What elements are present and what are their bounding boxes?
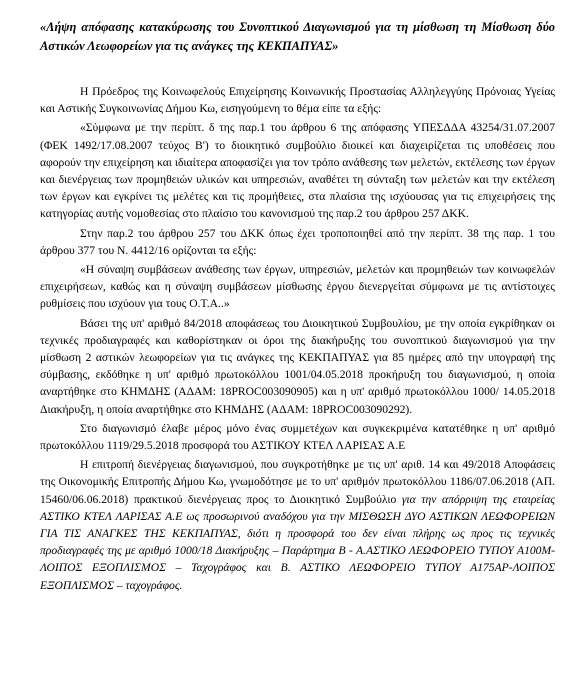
decision-84-paragraph: Βάσει της υπ' αριθμό 84/2018 αποφάσεως του Διοικητικού Συμβουλίου, με την οποία εγκρίθηκαν οι τεχνικές προδιαγραφές και καθορίστηκαν οι όροι της διακήρυξης του συνοπτικού διαγωνισμού για την μίσθωση 2 αστικών λεωφορείων για τις ανάγκες της ΚΕΚΠΑΠΥΑΣ για 85 ημέρες από την υπογραφή της σύμβασης, εκδόθηκε η υπ' αριθμό πρωτοκόλλου 1001/04.05.2018 προκήρυξη του διαγωνισμού, η οποία αναρτήθηκε στο ΚΗΜΔΗΣ (ΑΔΑΜ: 18PROC003090905) και η υπ' αριθμό πρωτοκόλλου 1000/ 14.05.2018 Διακήρυξη, η οποία αναρτήθηκε στο ΚΗΜΔΗΣ (ΑΔΑΜ: 18PROC003090292). — [40, 316, 555, 416]
committee-text: Η επιτροπή διενέργειας διαγωνισμού, που συγκροτήθηκε με τις υπ' αριθ. 14 και 49/2018 Αποφάσεις της Οικονομικής Επιτροπής Δήμου Κω, γνωμοδότησε με το υπ' αριθμόν πρωτοκόλλου 1186/07.06.2018 (ΑΠ. 15460/06.06.2018) πρακτικού διενέργειας προς το Διοικητικό Συμβούλιο — [40, 458, 555, 506]
single-bid-paragraph: Στο διαγωνισμό έλαβε μέρος μόνο ένας συμμετέχων και συγκεκριμένα κατατέθηκε η υπ' αριθμό πρωτοκόλλου 1119/29.5.2018 προσφορά του ΑΣΤΙΚΟΥ ΚΤΕΛ ΛΑΡΙΣΑΣ Α.Ε — [40, 421, 555, 453]
legal-quote-paragraph: «Σύμφωνα με την περίπτ. δ της παρ.1 του άρθρου 6 της απόφασης ΥΠΕΣΔΔΑ 43254/31.07.2007 (ΦΕΚ 1492/17.08.2007 τεύχος Β') το διοικητικό συμβούλιο διοικεί και διαχειρίζεται τις υποθέσεις που αφορούν την επιχείρηση και ιδιαίτερα αποφασίζει για τον τρόπο ανάθεσης των μελετών, εκτέλεσης των έργων και διενέργειας των προμηθειών υλικών και υπηρεσιών, αναθέτει τη σύνταξη των μελετών και την εκτέλεση των έργων και εγκρίνει τις μελέτες και τις προμήθειες, στα πλαίσια της ισχύουσας για τις επιχειρήσεις της κατηγορίας αυτής νομοθεσίας στο πλαίσιο του κανονισμού της παρ.2 του άρθρου 257 ΔΚΚ. — [40, 121, 555, 221]
article-257-paragraph: Στην παρ.2 του άρθρου 257 του ΔΚΚ όπως έχει τροποποιηθεί από την περίπτ. 38 της παρ. 1 του άρθρου 377 του Ν. 4412/16 ορίζονται τα εξής: — [40, 226, 555, 257]
document-title: «Λήψη απόφασης κατακύρωσης του Συνοπτικού Διαγωνισμού για τη μίσθωση τη Μίσθωση δύο Αστικών Λεωφορείων για τις ανάγκες της ΚΕΚΠΑΠΥΑΣ» — [40, 20, 555, 53]
contract-quote-paragraph: «Η σύναψη συμβάσεων ανάθεσης των έργων, υπηρεσιών, μελετών και προμηθειών των κοινωφελών επιχειρήσεων, καθώς και η σύναψη συμβάσεων μίσθωσης έργου διενεργείται σύμφωνα με τις αντίστοιχες ρυθμίσεις που ισχύουν για τους Ο.Τ.Α..» — [40, 263, 555, 311]
committee-paragraph — [40, 456, 555, 594]
rejection-italic-text: για την απόρριψη της εταιρείας ΑΣΤΙΚΟ ΚΤΕΛ ΛΑΡΙΣΑΣ Α.Ε ως προσωρινού αναδόχου για την ΜΙΣΘΩΣΗ ΔΥΟ ΑΣΤΙΚΩΝ ΛΕΩΦΟΡΕΙΩΝ ΓΙΑ ΤΙΣ ΑΝΑΓΚΕΣ ΤΗΣ ΚΕΚΠΑΠΥΑΣ, διότι η προσφορά του δεν είναι πλήρης ως προς τις τεχνικές προδιαγραφές της με αριθμό 1000/18 Διακήρυξης – Παράρτημα Β - Α.ΑΣΤΙΚΟ ΛΕΩΦΟΡΕΙΟ ΤΥΠΟΥ Α100Μ- ΛΟΙΠΟΣ ΕΞΟΠΛΙΣΜΟΣ – Ταχογράφος και Β. ΑΣΤΙΚΟ ΛΕΩΦΟΡΕΙΟ ΤΥΠΟΥ Α175ΑΡ-ΛΟΙΠΟΣ ΕΞΟΠΛΙΣΜΟΣ – ταχογράφος. — [40, 492, 556, 592]
intro-paragraph: Η Πρόεδρος της Κοινωφελούς Επιχείρησης Κοινωνικής Προστασίας Αλληλεγγύης Πρόνοιας Υγείας και Αστικής Συγκοινωνίας Δήμου Κω, εισηγούμενη το θέμα είπε τα εξής: — [40, 85, 555, 116]
